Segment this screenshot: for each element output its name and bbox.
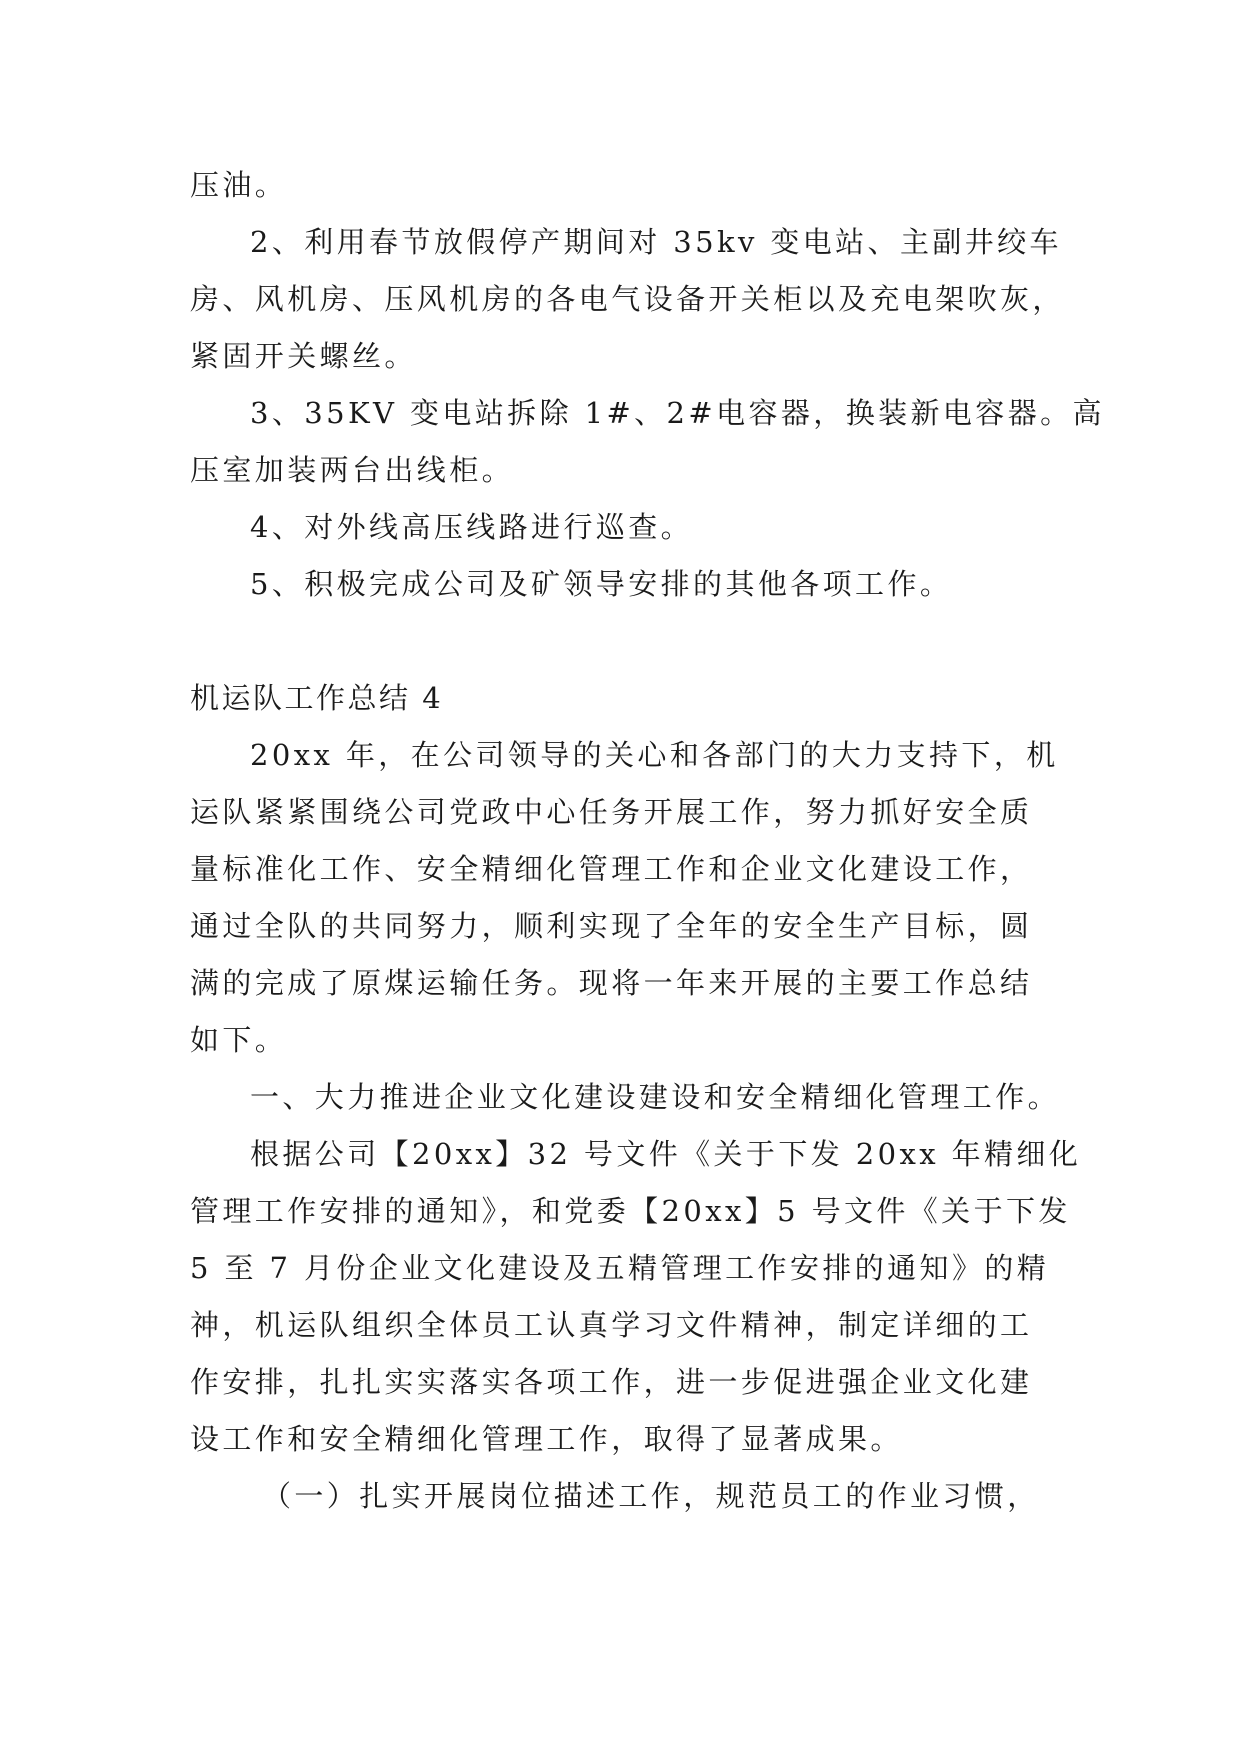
paragraph-line: 作安排，扎扎实实落实各项工作，进一步促进强企业文化建 bbox=[190, 1365, 1033, 1399]
paragraph-line: 管理工作安排的通知》，和党委【20xx】5 号文件《关于下发 bbox=[190, 1194, 1071, 1228]
text-line: 紧固开关螺丝。 bbox=[190, 339, 417, 373]
subsection-item-1: （一）扎实开展岗位描述工作，规范员工的作业习惯， bbox=[262, 1479, 1040, 1513]
paragraph-line: 如下。 bbox=[190, 1023, 288, 1057]
list-item-3: 3、35KV 变电站拆除 1#、2#电容器，换装新电容器。高 bbox=[250, 396, 1105, 430]
list-item-5: 5、积极完成公司及矿领导安排的其他各项工作。 bbox=[250, 567, 953, 601]
paragraph-line: 通过全队的共同努力，顺利实现了全年的安全生产目标，圆 bbox=[190, 909, 1033, 943]
paragraph-line: 设工作和安全精细化管理工作，取得了显著成果。 bbox=[190, 1422, 903, 1456]
paragraph-line: 运队紧紧围绕公司党政中心任务开展工作，努力抓好安全质 bbox=[190, 795, 1033, 829]
list-item-4: 4、对外线高压线路进行巡查。 bbox=[250, 510, 694, 544]
paragraph-line: 5 至 7 月份企业文化建设及五精管理工作安排的通知》的精 bbox=[190, 1251, 1050, 1285]
subsection-heading: 一、大力推进企业文化建设建设和安全精细化管理工作。 bbox=[250, 1080, 1061, 1114]
section-title: 机运队工作总结 4 bbox=[190, 681, 444, 715]
text-line: 压油。 bbox=[190, 168, 288, 202]
text-line: 压室加装两台出线柜。 bbox=[190, 453, 515, 487]
paragraph-line: 20xx 年，在公司领导的关心和各部门的大力支持下，机 bbox=[250, 738, 1059, 772]
paragraph-line: 神，机运队组织全体员工认真学习文件精神，制定详细的工 bbox=[190, 1308, 1033, 1342]
text-line: 房、风机房、压风机房的各电气设备开关柜以及充电架吹灰， bbox=[190, 282, 1065, 316]
list-item-2: 2、利用春节放假停产期间对 35kv 变电站、主副井绞车 bbox=[250, 225, 1062, 259]
paragraph-line: 满的完成了原煤运输任务。现将一年来开展的主要工作总结 bbox=[190, 966, 1033, 1000]
paragraph-line: 量标准化工作、安全精细化管理工作和企业文化建设工作， bbox=[190, 852, 1033, 886]
paragraph-line: 根据公司【20xx】32 号文件《关于下发 20xx 年精细化 bbox=[250, 1137, 1082, 1171]
